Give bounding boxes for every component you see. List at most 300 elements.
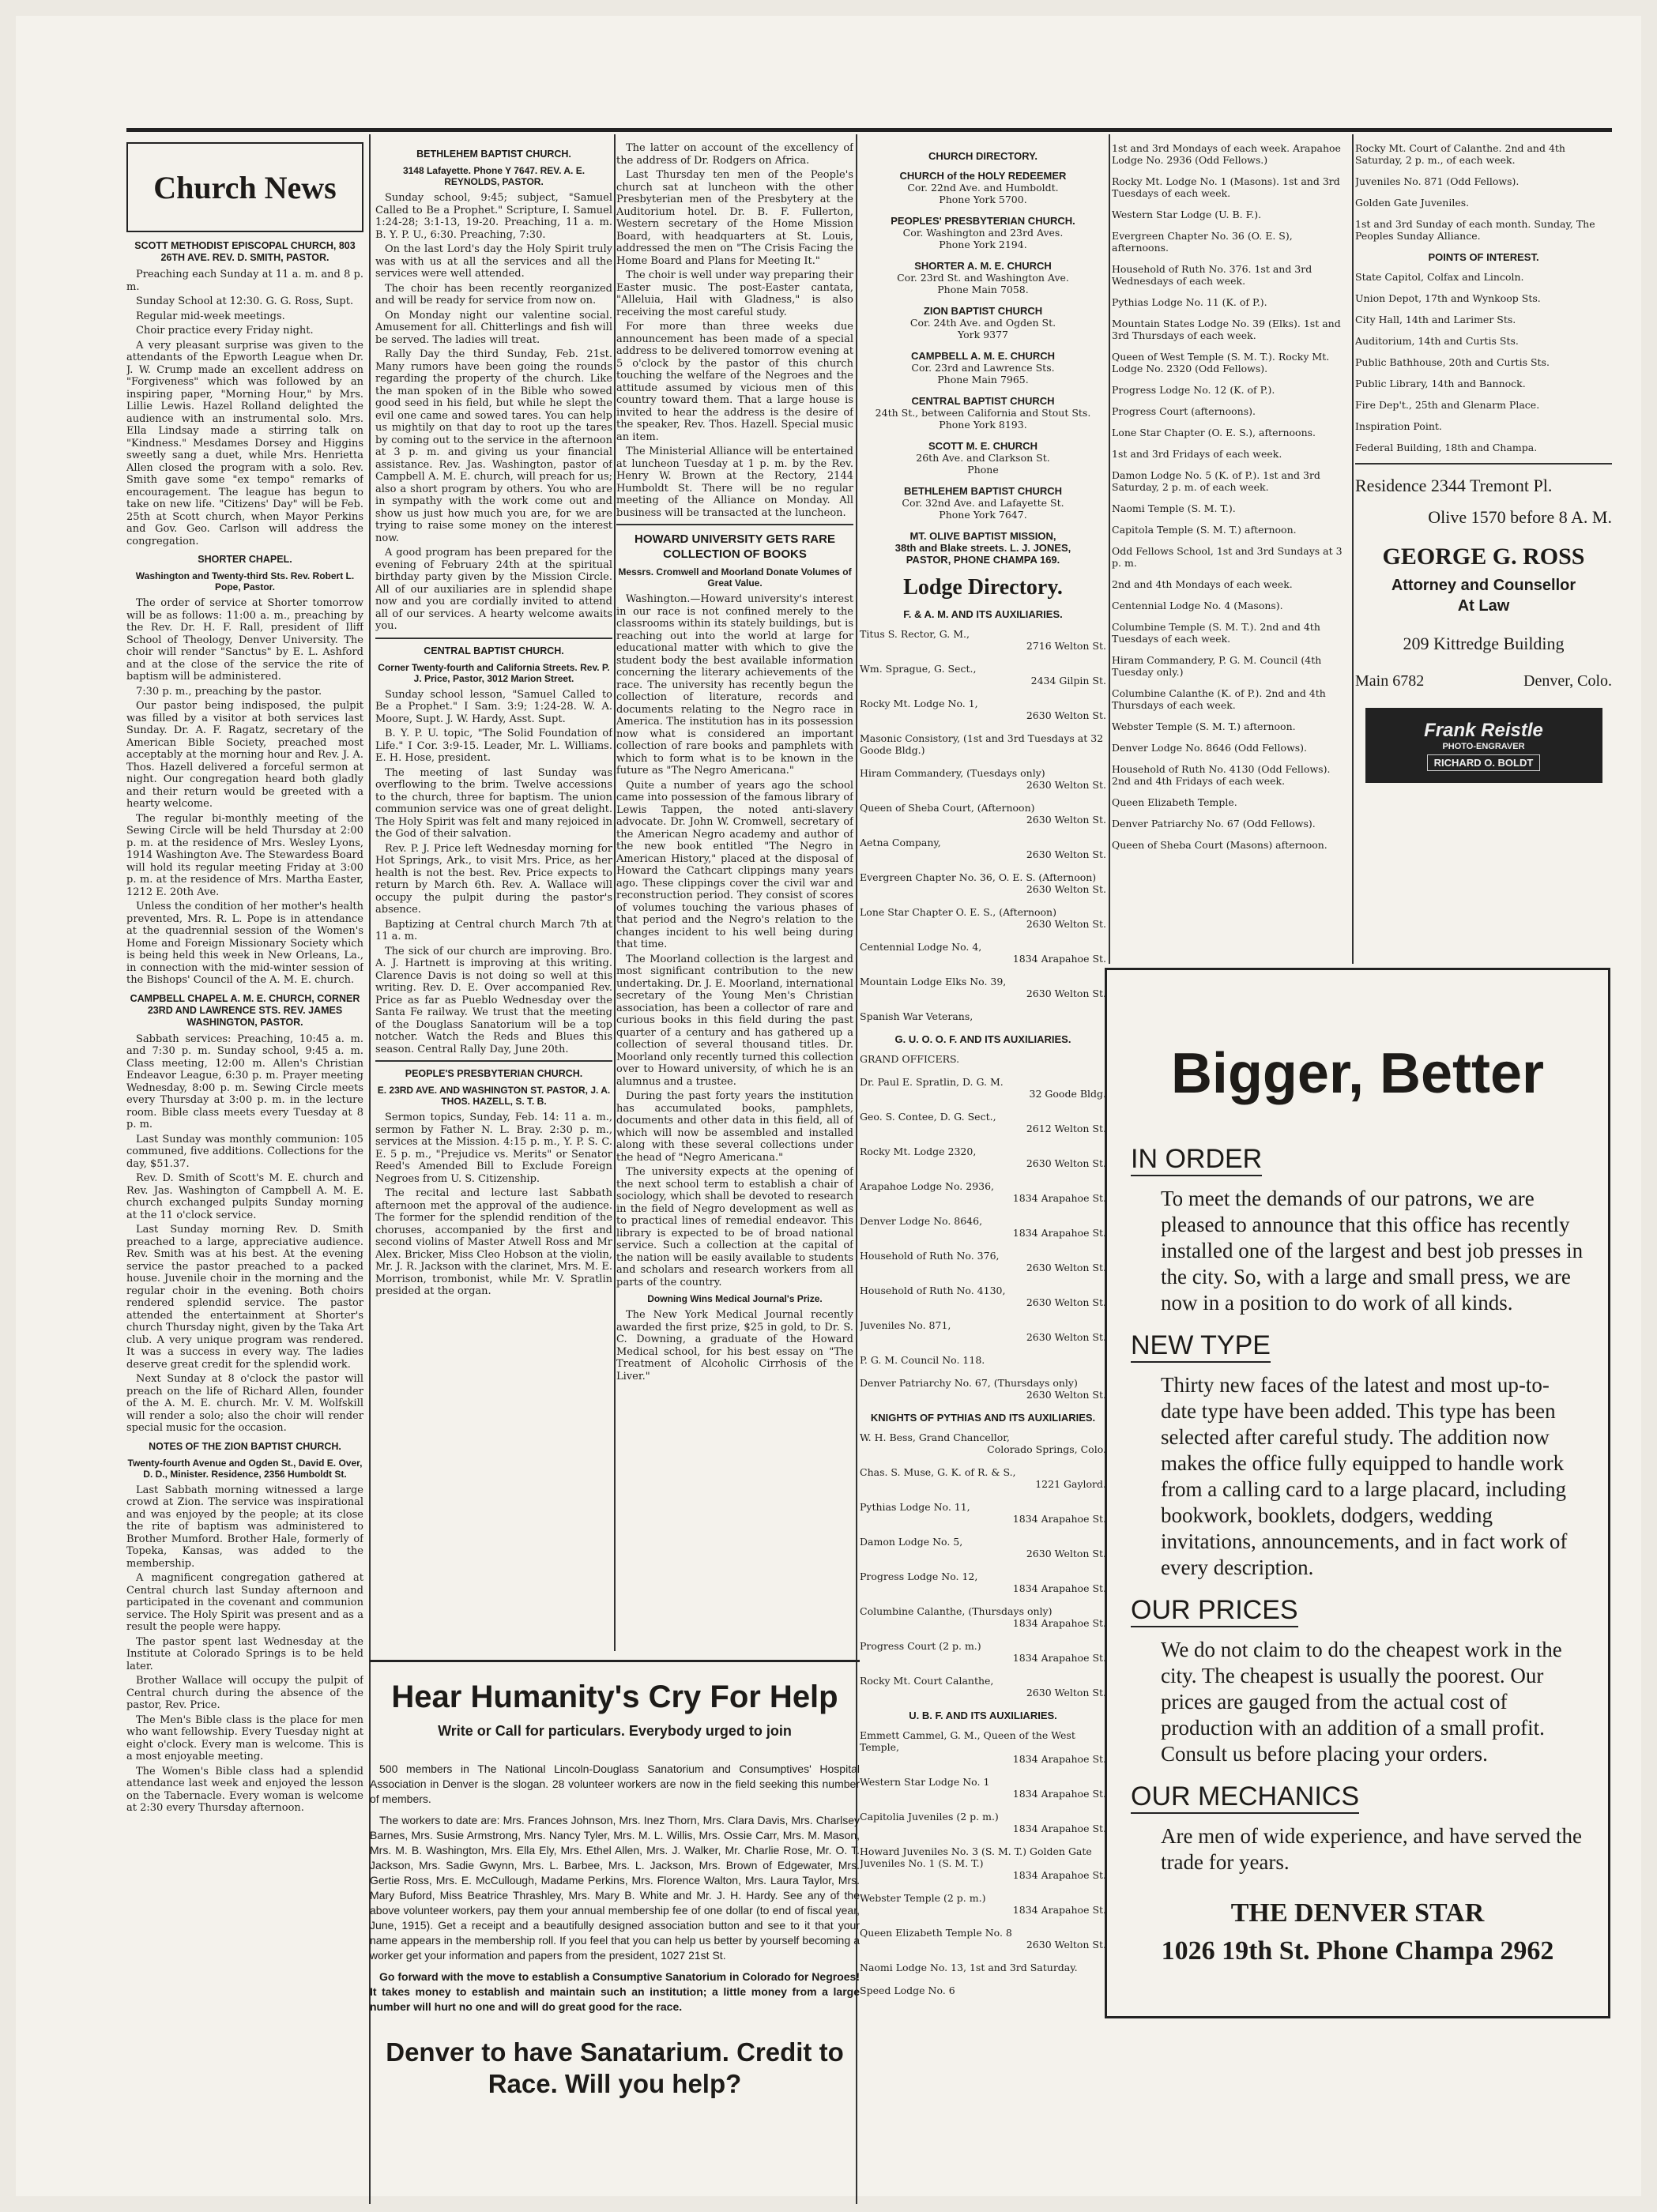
list-item <box>860 1811 1106 1834</box>
lodge-address: 1221 Gaylord. <box>1035 1478 1106 1490</box>
lodge-name: Evergreen Chapter No. 36, O. E. S. (Afternoon) <box>860 871 1097 883</box>
church-address: Cor. 32nd Ave. and Lafayette St. <box>902 497 1064 509</box>
lodge-name: Progress Lodge No. 12, <box>860 1571 978 1582</box>
lodge-name: Queen of Sheba Court, (Afternoon) <box>860 802 1035 814</box>
lodge-name: Emmett Cammel, G. M., Queen of the West Temple, <box>860 1729 1075 1753</box>
church-phone: York 9377 <box>957 329 1009 340</box>
lodge-address: 2434 Gilpin St. <box>1030 675 1106 687</box>
list-item <box>860 170 1106 205</box>
divider <box>375 638 612 639</box>
article-subheading: Downing Wins Medical Journal's Prize. <box>647 1293 823 1304</box>
list-item <box>860 1984 1106 1996</box>
paragraph: The Men's Bible class is the place for men who want fellowship. Every Tuesday night at eight o'clock. Every man is welcome. This is a most enjoyable meeting. <box>126 1714 363 1762</box>
list-item <box>860 1215 1106 1239</box>
paragraph: Unless the condition of her mother's health prevented, Mrs. R. L. Pope is in attendance at the quadrennial session of the Women's Home and Foreign Missionary Society which is being held this week in New Orleans, La., in connection with the mid-winter session of the Bishops' Council of the A. M. E. church. <box>126 901 363 986</box>
lodge-name: Columbine Calanthe, (Thursdays only) <box>860 1605 1053 1617</box>
article-subheading: Washington and Twenty-third Sts. Rev. Robert L. Pope, Pastor. <box>135 570 355 592</box>
church-phone: Phone Main 7965. <box>937 374 1029 386</box>
paragraph: A very pleasant surprise was given to the attendants of the Epworth League when Dr. J. W. Crump made an excellent address on "Forgiveness" which was followed by an inspiring paper, "Morning Hour," by Mrs. Lillie Lewis. Hazel Rolland delighted the audience with an instrumental solo. Mrs. Ella Lindsay made a stirring talk on "Kindness." Mesdames Dorsey and Higgins sweetly sang a duet, while Mrs. Henrietta Allen closed the program with a solo. Rev. Smith gave some "ex tempo" remarks of encouragement. The league has begun to take on new life. "Citizens' Day" will be Feb. 25th at Scott church, when Mayor Perkins and Gov. Geo. Carlson will address the congregation. <box>126 339 363 547</box>
paragraph: The regular bi-monthly meeting of the Sewing Circle will be held Thursday at 2:00 p. m. at the residence of Mrs. Wesley Lyons, 1914 Washington Ave. The Stewardess Board will hold its regular meeting Friday at 3:00 p. m. at the residence of Mrs. Martha Easter, 1212 E. 20th Ave. <box>126 812 363 898</box>
lodge-name: Progress Court (2 p. m.) <box>860 1640 981 1652</box>
list-item <box>860 1431 1106 1455</box>
list-item <box>860 1776 1106 1800</box>
church-directory-title: CHURCH DIRECTORY. <box>928 150 1038 162</box>
list-item: Progress Lodge No. 12 (K. of P.). <box>1112 384 1275 396</box>
list-item: Household of Ruth No. 376. 1st and 3rd Wednesdays of each week. <box>1112 263 1312 287</box>
list-item <box>860 485 1106 521</box>
paragraph: The meeting of last Sunday was overflowing to the brim. Twelve accessions to the church, three for baptism. The union communion service was one of great delight. The Holy Spirit was felt and many rejoiced in the God of their salvation. <box>375 766 612 840</box>
attorney-ad <box>1355 474 1612 692</box>
paragraph: The latter on account of the excellency of the address of Dr. Rodgers on Africa. <box>616 142 853 167</box>
paragraph: For more than three weeks due announcement has been made of a special address to be delivered tomorrow evening at 5 o'clock by the pastor of this church touching the welfare of the Negroes and the attitude assumed by vicious men of this country toward them. That a large house is invited to hear the address is the desire of the speaker, Rev. Thos. Hazell. Special music an item. <box>616 321 853 443</box>
list-item: Lone Star Chapter (O. E. S.), afternoons. <box>1112 427 1316 438</box>
church-address: 38th and Blake streets. L. J. JONES, <box>894 542 1071 554</box>
lodge-address: 2630 Welton St. <box>1026 1389 1106 1401</box>
list-item: Queen Elizabeth Temple. <box>1112 796 1237 808</box>
lodge-address: 1834 Arapahoe St. <box>1012 1513 1106 1525</box>
church-phone: Phone York 5700. <box>939 194 1027 205</box>
paragraph: Preaching each Sunday at 11 a. m. and 8 p. m. <box>126 269 363 293</box>
paragraph: 500 members in The National Lincoln-Douglass Sanatorium and Consumptives' Hospital Association in Denver is the slogan. 28 volunteer workers are now in the field seeking this number of members. <box>370 1762 860 1805</box>
paragraph: The university expects at the opening of the next school term to establish a chair of sociology, which shall be devoted to research in the field of Negro development as well as to practical lines of remedial endeavor. This library is expected to be of broad national service. Such a collection at the capital of the nation will be easily available to students and scholars and research workers from all parts of the country. <box>616 1166 853 1288</box>
paragraph: The order of service at Shorter tomorrow will be as follows: 11:00 a. m., preaching by the Rev. Dr. H. F. Rall, president of Iliff School of Theology, Denver University. The choir will render "Sanctus" by E. L. Ashford and at the close of the service the rite of baptism will be administered. <box>126 597 363 683</box>
campbell-article <box>126 1033 363 1435</box>
points-of-interest <box>1355 271 1612 453</box>
lodge-name: Masonic Consistory, (1st and 3rd Tuesdays at 32 Goode Bldg.) <box>860 732 1104 756</box>
paragraph: The choir is well under way preparing their Easter music. The post-Easter cantata, "Alleluia, Hail with Gladness," is also receiving the most careful study. <box>616 269 853 318</box>
ad-title: Attorney and Counsellor <box>1391 577 1576 594</box>
list-item: Rocky Mt. Court of Calanthe. 2nd and 4th Saturday, 2 p. m., of each week. <box>1355 142 1565 166</box>
ad-subheadline: Write or Call for particulars. Everybody urged to join <box>438 1723 792 1739</box>
ad-name: GEORGE G. ROSS <box>1382 544 1585 570</box>
list-item <box>860 1845 1106 1881</box>
paragraph: Last Thursday ten men of the People's church sat at luncheon with the other Presbyterian men of the Presbytery at the Auditorium hotel. Dr. B. F. Fullerton, Western secretary of the Home Mission Board, with headquarters at St. Louis, addressed the men on "The Crisis Facing the Home Board and Plans for Meeting It." <box>616 169 853 267</box>
lodge-name: Household of Ruth No. 4130, <box>860 1285 1006 1296</box>
church-address: Cor. 24th Ave. and Ogden St. <box>909 317 1056 329</box>
list-item <box>860 530 1106 566</box>
ad-section-heading: OUR PRICES <box>1131 1595 1298 1627</box>
list-item <box>860 628 1106 652</box>
lodge-address: 1834 Arapahoe St. <box>1012 1753 1106 1765</box>
list-item <box>860 1319 1106 1343</box>
list-item: Columbine Calanthe (K. of P.). 2nd and 4th Thursdays of each week. <box>1112 687 1326 711</box>
lodge-address: 1834 Arapahoe St. <box>1012 953 1106 965</box>
list-item <box>860 1501 1106 1525</box>
lodge-name: Damon Lodge No. 5, <box>860 1536 963 1548</box>
shorter-article <box>126 597 363 987</box>
lodge-address: 1834 Arapahoe St. <box>1012 1869 1106 1881</box>
lodge-address: 2612 Welton St. <box>1026 1123 1106 1134</box>
church-name: SHORTER A. M. E. CHURCH <box>914 260 1052 272</box>
church-phone: Phone York 2194. <box>939 239 1027 250</box>
list-item <box>860 1729 1106 1765</box>
lodge-address: 1834 Arapahoe St. <box>1012 1823 1106 1834</box>
list-item: Golden Gate Juveniles. <box>1355 197 1470 209</box>
column-rule <box>614 134 616 1651</box>
paragraph: A good program has been prepared for the evening of February 24th at the spiritual birthday party given by the Mission Circle. All of our auxiliaries are in splendid shape now and you are cordially invited to attend all of our services. A hearty welcome awaits you. <box>375 547 612 632</box>
list-item: Hiram Commandery, P. G. M. Council (4th Tuesday only.) <box>1112 654 1322 678</box>
lodge-directory-title: Lodge Directory. <box>903 575 1063 600</box>
lodge-name: Capitolia Juveniles (2 p. m.) <box>860 1811 999 1823</box>
paragraph: Sunday school, 9:45; subject, "Samuel Called to Be a Prophet." Scripture, I. Samuel 1:24-28; 3:1-13, 19-20. Preaching, 11 a. m. B. Y. P. U., 6:30. Preaching, 7:30. <box>375 192 612 241</box>
list-item: Household of Ruth No. 4130 (Odd Fellows). 2nd and 4th Fridays of each week. <box>1112 763 1331 787</box>
lodge-name: W. H. Bess, Grand Chancellor, <box>860 1431 1010 1443</box>
divider <box>1355 463 1612 465</box>
church-name: SCOTT M. E. CHURCH <box>928 440 1038 452</box>
lodge-name: Centennial Lodge No. 4, <box>860 941 982 953</box>
church-name: MT. OLIVE BAPTIST MISSION, <box>909 530 1056 542</box>
list-item: 1st and 3rd Sunday of each month. Sunday, The Peoples Sunday Alliance. <box>1355 218 1595 242</box>
lodge-address: 1834 Arapahoe St. <box>1012 1617 1106 1629</box>
list-item: Capitola Temple (S. M. T.) afternoon. <box>1112 524 1297 536</box>
list-item <box>860 698 1106 721</box>
lodge-address: 1834 Arapahoe St. <box>1012 1904 1106 1916</box>
paragraph: Our pastor being indisposed, the pulpit was filled by a visitor at both services last Sunday. Dr. A. F. Ragatz, secretary of the American Bible Society, preached most acceptably at the morning hour and Rev. J. A. Thos. Hazell delivered a forceful sermon at night. Our congregation heard both gladly and their return would be greeted with a hearty welcome. <box>126 700 363 810</box>
lodge-address: 32 Goode Bldg. <box>1029 1088 1106 1100</box>
list-item: Public Bathhouse, 20th and Curtis Sts. <box>1355 356 1550 368</box>
column-1 <box>126 142 363 2196</box>
list-item <box>860 976 1106 999</box>
church-address: Cor. 23rd and Lawrence Sts. <box>911 362 1055 374</box>
lodge-name: Lone Star Chapter O. E. S., (Afternoon) <box>860 906 1056 918</box>
list-item <box>860 663 1106 687</box>
article-heading: PEOPLE'S PRESBYTERIAN CHURCH. <box>405 1068 583 1079</box>
column-rule <box>1352 134 1354 964</box>
list-item <box>860 1962 1106 1973</box>
paragraph: Last Sabbath morning witnessed a large crowd at Zion. The service was inspirational and was enjoyed by the people; at its close the rite of baptism was administered to Brother Mumford. Brother Hale, formerly of Topeka, Kansas, was added to the membership. <box>126 1484 363 1570</box>
list-item: Western Star Lodge (U. B. F.). <box>1112 209 1262 220</box>
lodge-address: 2630 Welton St. <box>1026 1548 1106 1559</box>
paragraph: Washington.—Howard university's interest in our race is not confined merely to the classrooms within its stately buildings, but is reaching out into the world at large for educational matter with which to give the student body the best available information concerning the literary achievements of the race. The university has recently begun the collection of literature, records and documents relating to the Negro race in America. The institution has in its possession now what is considered an important collection of rare books and pamphlets with which to form what is to be known in the future as "The Negro Americana." <box>616 593 853 777</box>
ad-main-phone: Main 6782 <box>1355 672 1425 690</box>
list-item <box>860 871 1106 895</box>
lodge-section <box>860 1729 1106 1996</box>
list-item: Queen of Sheba Court (Masons) afternoon. <box>1112 839 1327 851</box>
lodge-name: Dr. Paul E. Spratlin, D. G. M. <box>860 1076 1004 1088</box>
paragraph: A magnificent congregation gathered at Central church last Sunday afternoon and participated in the covenant and communion service. The Holy Spirit was present and as a result the people were happy. <box>126 1572 363 1633</box>
sanatorium-ad <box>370 1655 860 2200</box>
lodge-address: 2630 Welton St. <box>1026 1157 1106 1169</box>
logo-owner: RICHARD O. BOLDT <box>1427 754 1541 771</box>
paragraph: Choir practice every Friday night. <box>136 325 314 337</box>
article-subheading: 3148 Lafayette. Phone Y 7647. REV. A. E. REYNOLDS, PASTOR. <box>402 165 586 187</box>
list-item <box>860 1146 1106 1169</box>
lodge-address: 1834 Arapahoe St. <box>1012 1192 1106 1204</box>
lodge-name: Mountain Lodge Elks No. 39, <box>860 976 1007 988</box>
lodge-address: 1834 Arapahoe St. <box>1012 1788 1106 1800</box>
church-phone: Phone Main 7058. <box>937 284 1029 295</box>
lodge-name: Naomi Lodge No. 13, 1st and 3rd Saturday. <box>860 1962 1078 1973</box>
ad-residence: Residence 2344 Tremont Pl. <box>1355 476 1553 495</box>
list-item: 1st and 3rd Mondays of each week. Arapahoe Lodge No. 2936 (Odd Fellows.) <box>1112 142 1341 166</box>
church-address: 24th St., between California and Stout Sts. <box>875 407 1091 419</box>
lodge-section <box>860 628 1106 1022</box>
ad-section-text: We do not claim to do the cheapest work in the city. The cheapest is usually the poorest. Our prices are gauged from the actual cost of production with an addition of a small profit. Consult us before placing your orders. <box>1161 1638 1562 1766</box>
column-5 <box>1112 142 1349 956</box>
church-name: PEOPLES' PRESBYTERIAN CHURCH. <box>891 215 1075 227</box>
list-item <box>860 1285 1106 1308</box>
ad-section-heading: OUR MECHANICS <box>1131 1781 1359 1814</box>
list-item: Juveniles No. 871 (Odd Fellows). <box>1355 175 1520 187</box>
list-item <box>860 1377 1106 1401</box>
paragraph: Brother Wallace will occupy the pulpit of Central church during the absence of the pastor, Rev. Price. <box>126 1675 363 1711</box>
lodge-address: 2630 Welton St. <box>1026 1262 1106 1273</box>
list-item <box>860 1892 1106 1916</box>
list-item: Queen of West Temple (S. M. T.). Rocky Mt. Lodge No. 2320 (Odd Fellows). <box>1112 351 1330 374</box>
divider <box>370 1660 860 1662</box>
church-address: Cor. 22nd Ave. and Humboldt. <box>907 182 1059 194</box>
newspaper-page <box>16 16 1641 2196</box>
list-item: Pythias Lodge No. 11 (K. of P.). <box>1112 296 1267 308</box>
paragraph: During the past forty years the institution has accumulated books, pamphlets, documents and other data in this field, all of which will now be assembled and installed along with these several collections under the head of "Negro Americana." <box>616 1090 853 1164</box>
paragraph: The pastor spent last Wednesday at the Institute at Colorado Springs is to be held later. <box>126 1635 363 1672</box>
section-heading: KNIGHTS OF PYTHIAS AND ITS AUXILIARIES. <box>870 1412 1096 1424</box>
list-item <box>860 215 1106 250</box>
lodge-address: 2630 Welton St. <box>1026 1687 1106 1698</box>
church-address: Cor. 23rd St. and Washington Ave. <box>897 272 1069 284</box>
divider <box>375 1060 612 1062</box>
paragraph: Rally Day the third Sunday, Feb. 21st. Many rumors have been going the rounds regarding the property of the church. Like the man spoken of in the Bible who sowed good seed in his field, but while he slept the evil one came and sowed tares. You can help us mightily on that day to root up the tares by coming out to the service in the afternoon at 3 p. m. and giving us your financial assistance. Rev. Jas. Washington, pastor of Campbell A. M. E. church, will preach for us; also a short program by others. You who are in sympathy with the work come out and show us just how much you are, for we are trying to raise some money on the interest now. <box>375 348 612 544</box>
article-subheading: Twenty-fourth Avenue and Ogden St., David E. Over, D. D., Minister. Residence, 2356 Humboldt St. <box>127 1457 363 1480</box>
paragraph: B. Y. P. U. topic, "The Solid Foundation of Life." I Cor. 3:9-15. Leader, Mr. L. Williams. E. H. Hose, president. <box>375 728 612 764</box>
lodge-name: Aetna Company, <box>860 837 941 848</box>
lodge-address: 2630 Welton St. <box>1026 779 1106 791</box>
list-item <box>860 1250 1106 1273</box>
article-heading: BETHLEHEM BAPTIST CHURCH. <box>416 149 571 160</box>
paragraph: The Ministerial Alliance will be entertained at luncheon Tuesday at 1 p. m. by the Rev. Henry W. Brown at the Rectory, 2144 Humboldt St. There will be no regular meeting of the Alliance on Monday. All business will be transacted at the luncheon. <box>616 446 853 519</box>
lodge-address: 2630 Welton St. <box>1026 883 1106 895</box>
top-rule <box>126 128 1612 132</box>
article-heading: HOWARD UNIVERSITY GETS RARE COLLECTION OF BOOKS <box>635 532 835 561</box>
church-phone: Phone <box>967 464 999 476</box>
divider <box>616 524 853 525</box>
list-item <box>860 1180 1106 1204</box>
lodge-name: Wm. Sprague, G. Sect., <box>860 663 977 675</box>
ad-phone: Olive 1570 before 8 A. M. <box>1428 507 1612 527</box>
church-name: CAMPBELL A. M. E. CHURCH <box>911 350 1055 362</box>
list-item: Fire Dep't., 25th and Glenarm Place. <box>1355 399 1540 411</box>
scott-article <box>126 269 363 547</box>
list-item: Union Depot, 17th and Wynkoop Sts. <box>1355 292 1541 304</box>
lodge-section <box>860 1431 1106 1698</box>
list-item: 1st and 3rd Fridays of each week. <box>1112 448 1282 460</box>
ad-building: 209 Kittredge Building <box>1403 634 1565 653</box>
paragraph: Quite a number of years ago the school came into possession of the famous library of Lewis Tappen, the noted anti-slavery advocate. Dr. John W. Cromwell, secretary of the American Negro academy and author of the new book entitled "The Negro in American History," placed at the disposal of Howard the Cathcart clippings many years ago. These clippings cover the civil war and reconstruction period. They consist of scores of volumes touching the various phases of that period and the Negro's relation to the changes incident to his well being during that time. <box>616 779 853 950</box>
list-item <box>860 1053 1106 1065</box>
list-item <box>860 1076 1106 1100</box>
paragraph: Regular mid-week meetings. <box>136 310 285 322</box>
lodge-address: 2630 Welton St. <box>1026 814 1106 826</box>
list-item: Damon Lodge No. 5 (K. of P.). 1st and 3rd Saturday, 2 p. m. of each week. <box>1112 469 1320 493</box>
list-item <box>860 1675 1106 1698</box>
central-article <box>375 689 612 1056</box>
list-item <box>860 1536 1106 1559</box>
paragraph: The New York Medical Journal recently awarded the first prize, $25 in gold, to Dr. S. C. Downing, a graduate of the Howard Medical school, for his best essay on "The Treatment of Alcoholic Cirrhosis of the Liver." <box>616 1309 853 1382</box>
lodge-name: Pythias Lodge No. 11, <box>860 1501 970 1513</box>
list-item <box>860 1605 1106 1629</box>
lodge-address: 2630 Welton St. <box>1026 709 1106 721</box>
list-item <box>860 350 1106 386</box>
article-subheading: E. 23RD AVE. AND WASHINGTON ST. PASTOR, J. A. THOS. HAZELL, S. T. B. <box>377 1085 611 1107</box>
lodge-address: 2630 Welton St. <box>1026 1939 1106 1951</box>
ad-title: At Law <box>1457 597 1510 615</box>
list-item: Mountain States Lodge No. 39 (Elks). 1st and 3rd Thursdays of each week. <box>1112 318 1341 341</box>
paragraph: Last Sunday was monthly communion: 105 communed, five additions. Collections for the day, $51.37. <box>126 1133 363 1170</box>
church-phone: PASTOR, PHONE CHAMPA 169. <box>906 554 1060 566</box>
list-item: City Hall, 14th and Larimer Sts. <box>1355 314 1516 325</box>
list-item: Denver Lodge No. 8646 (Odd Fellows). <box>1112 742 1308 754</box>
logo-name: Frank Reistle <box>1424 720 1543 741</box>
list-item <box>860 906 1106 930</box>
lodge-name: Arapahoe Lodge No. 2936, <box>860 1180 995 1192</box>
list-item <box>860 837 1106 860</box>
paragraph: Sunday school lesson, "Samuel Called to Be a Prophet." I Sam. 3:9; 1:24-28. W. A. Moore, Supt. J. W. Hardy, Asst. Supt. <box>375 688 612 725</box>
lodge-name: Titus S. Rector, G. M., <box>860 628 970 640</box>
church-name: BETHLEHEM BAPTIST CHURCH <box>903 485 1063 497</box>
ad-section-text: To meet the demands of our patrons, we are pleased to announce that this office has recently installed one of the largest and best job presses in the city. So, with a large and small press, we are now in a position to do work of all kinds. <box>1161 1187 1584 1315</box>
list-item <box>860 305 1106 340</box>
paragraph: 7:30 p. m., preaching by the pastor. <box>136 685 322 698</box>
column-2 <box>375 142 612 1643</box>
list-item: Centennial Lodge No. 4 (Masons). <box>1112 600 1283 611</box>
church-directory <box>860 170 1106 566</box>
section-heading: G. U. O. O. F. AND ITS AUXILIARIES. <box>894 1033 1071 1045</box>
article-heading: NOTES OF THE ZION BAPTIST CHURCH. <box>149 1440 341 1452</box>
list-item: Progress Court (afternoons). <box>1112 405 1256 417</box>
list-item <box>860 732 1106 756</box>
article-subheading: Messrs. Cromwell and Moorland Donate Volumes of Great Value. <box>618 566 852 589</box>
list-item <box>860 1466 1106 1490</box>
list-item: Odd Fellows School, 1st and 3rd Sundays at 3 p. m. <box>1112 545 1343 569</box>
list-item <box>860 1354 1106 1366</box>
lodge-name: Denver Lodge No. 8646, <box>860 1215 983 1227</box>
lodge-name: Household of Ruth No. 376, <box>860 1250 1000 1262</box>
church-phone: Phone York 8193. <box>939 419 1027 431</box>
article-heading: SHORTER CHAPEL. <box>198 554 292 565</box>
lodge-address: 1834 Arapahoe St. <box>1012 1582 1106 1594</box>
points-of-interest-title: POINTS OF INTEREST. <box>1428 251 1539 263</box>
column-6 <box>1355 142 1612 956</box>
list-item: Evergreen Chapter No. 36 (O. E. S), afternoons. <box>1112 230 1293 254</box>
ad-publisher: THE DENVER STAR <box>1230 1898 1485 1928</box>
lodge-address: 2630 Welton St. <box>1026 988 1106 999</box>
lodge-address: 1834 Arapahoe St. <box>1012 1652 1106 1664</box>
ad-publisher-address: 1026 19th St. Phone Champa 2962 <box>1161 1936 1554 1966</box>
meeting-schedule <box>1355 142 1612 242</box>
lodge-name: Juveniles No. 871, <box>860 1319 951 1331</box>
lodge-name: Rocky Mt. Court Calanthe, <box>860 1675 994 1687</box>
list-item: Rocky Mt. Lodge No. 1 (Masons). 1st and 3rd Tuesdays of each week. <box>1112 175 1340 199</box>
lodge-name: Chas. S. Muse, G. K. of R. & S., <box>860 1466 1016 1478</box>
meeting-schedule <box>1112 142 1349 851</box>
paragraph: Last Sunday morning Rev. D. Smith preached to a large, appreciative audience. Rev. Smith was at his best. At the evening service the pastor preached to a packed house. Juvenile choir in the morning and the regular choir in the evening. Both choirs rendered splendid service. The pastor attended the entertainment at Shorter's church Thursday night, given by the Taka Art club. A very unique program was rendered. It was a success in every way. The ladies deserve great credit for the splendid work. <box>126 1224 363 1371</box>
paragraph: On the last Lord's day the Holy Spirit truly was with us at all the services and all the services were well attended. <box>375 243 612 280</box>
list-item: Inspiration Point. <box>1355 420 1442 432</box>
peoples-continued <box>616 142 853 519</box>
howard-article <box>616 593 853 1382</box>
lodge-name: P. G. M. Council No. 118. <box>860 1354 985 1366</box>
lodge-name: Spanish War Veterans, <box>860 1010 973 1022</box>
church-phone: Phone York 7647. <box>939 509 1027 521</box>
engraver-logo <box>1365 708 1602 783</box>
lodge-address: 2630 Welton St. <box>1026 1296 1106 1308</box>
print-shop-ad <box>1105 968 1610 2018</box>
column-4 <box>860 142 1106 2196</box>
paragraph: On Monday night our valentine social. Amusement for all. Chitterlings and fish will be served. The ladies will treat. <box>375 309 612 346</box>
list-item <box>860 395 1106 431</box>
lodge-name: Queen Elizabeth Temple No. 8 <box>860 1927 1012 1939</box>
column-3 <box>616 142 853 1643</box>
list-item: Public Library, 14th and Bannock. <box>1355 378 1526 389</box>
list-item: Federal Building, 18th and Champa. <box>1355 442 1538 453</box>
ad-headline: Bigger, Better <box>1170 1042 1545 1105</box>
paragraph: Rev. D. Smith of Scott's M. E. church and Rev. Jas. Washington of Campbell A. M. E. church exchanged pulpits Sunday morning at the 11 o'clock service. <box>126 1172 363 1221</box>
peoples-article <box>375 1112 612 1298</box>
list-item: State Capitol, Colfax and Lincoln. <box>1355 271 1524 283</box>
ad-headline: Hear Humanity's Cry For Help <box>391 1680 838 1714</box>
article-heading: CAMPBELL CHAPEL A. M. E. CHURCH, CORNER 23RD AND LAWRENCE STS. REV. JAMES WASHINGTON, PASTOR. <box>130 992 360 1028</box>
ad-section-heading: IN ORDER <box>1131 1144 1262 1176</box>
paragraph: Rev. P. J. Price left Wednesday morning for Hot Springs, Ark., to visit Mrs. Price, as her health is not the best. Rev. Price expects to return by March 6th. Rev. A. Wallace will occupy the pulpit during the pastor's absence. <box>375 842 612 916</box>
article-heading: CENTRAL BAPTIST CHURCH. <box>424 645 564 656</box>
church-address: 26th Ave. and Clarkson St. <box>916 452 1050 464</box>
ad-section-text: Are men of wide experience, and have served the trade for years. <box>1161 1824 1582 1874</box>
list-item <box>860 1571 1106 1594</box>
list-item <box>860 440 1106 476</box>
lodge-address: 2630 Welton St. <box>1026 1331 1106 1343</box>
church-name: CENTRAL BAPTIST CHURCH <box>911 395 1055 407</box>
list-item <box>860 767 1106 791</box>
section-heading: F. & A. M. AND ITS AUXILIARIES. <box>903 608 1063 620</box>
section-heading: U. B. F. AND ITS AUXILIARIES. <box>909 1710 1057 1721</box>
list-item <box>860 1927 1106 1951</box>
church-name: ZION BAPTIST CHURCH <box>923 305 1043 317</box>
lodge-address: 2630 Welton St. <box>1026 848 1106 860</box>
list-item <box>860 1010 1106 1022</box>
ad-section-text: Thirty new faces of the latest and most up-to-date type have been added. This type has been selected after careful study. The addition now makes the office fully equipped to handle work from a calling card to a large placard, including bookwork, booklets, dodgers, wedding invitations, announcements, and in fact work of every description. <box>1161 1373 1568 1579</box>
lodge-address: 1834 Arapahoe St. <box>1012 1227 1106 1239</box>
paragraph: Go forward with the move to establish a Consumptive Sanatorium in Colorado for Negroes! It takes money to establish and maintain such an institution; a little money from a large number will hurt no one and will do great good for the race. <box>370 1970 860 2013</box>
paragraph: The sick of our church are improving. Bro. A. J. Hartnett is improving at this writing. Clarence Davis is not doing so well at this writing. Rev. D. E. Over accompanied Rev. Price as far as Pueblo Wednesday over the Santa Fe railway. We trust that the meeting of the Douglass Sanatorium will be a top notcher. Watch the Reds and Blues this season. Central Rally Day, June 20th. <box>375 945 612 1055</box>
zion-article <box>126 1484 363 1815</box>
lodge-section <box>860 1053 1106 1401</box>
lodge-name: Rocky Mt. Lodge No. 1, <box>860 698 978 709</box>
list-item: Denver Patriarchy No. 67 (Odd Fellows). <box>1112 818 1316 830</box>
lodge-name: Hiram Commandery, (Tuesdays only) <box>860 767 1045 779</box>
paragraph: The choir has been recently reorganized and will be ready for service from now on. <box>375 282 612 307</box>
column-rule <box>1109 134 1110 964</box>
ad-contact <box>1355 670 1612 692</box>
paragraph: Next Sunday at 8 o'clock the pastor will preach on the life of Richard Allen, founder of the A. M. E. church. Mr. V. M. Wolfskill will render a solo; also the choir will render special music for the occasion. <box>126 1373 363 1434</box>
paragraph: Baptizing at Central church March 7th at 11 a. m. <box>375 918 612 942</box>
paragraph: Sunday School at 12:30. G. G. Ross, Supt. <box>136 295 354 307</box>
lodge-address: 2630 Welton St. <box>1026 918 1106 930</box>
paragraph: The recital and lecture last Sabbath afternoon met the approval of the audience. The former for the splendid rendition of the choruses, accompanied by the first and second violins of Master Atwell Ross and Mr Alex. Bricker, Miss Cleo Hobson at the violin, Mr. J. R. Jackson with the clarinet, Mrs. M. E. Morrison, trombonist, while Mr. V. Spratlin presided at the organ. <box>375 1187 612 1297</box>
list-item <box>860 1640 1106 1664</box>
list-item: Columbine Temple (S. M. T.). 2nd and 4th Tuesdays of each week. <box>1112 621 1320 645</box>
church-name: CHURCH of the HOLY REDEEMER <box>899 170 1067 182</box>
lodge-name: GRAND OFFICERS. <box>860 1053 960 1065</box>
logo-tagline: PHOTO-ENGRAVER <box>1442 742 1525 751</box>
lodge-name: Speed Lodge No. 6 <box>860 1984 955 1996</box>
paragraph: The Moorland collection is the largest and most significant contribution to the new undertaking. Dr. J. E. Moorland, international secretary of the Young Men's Christian association, has been a collector of rare and curious books in this field during the past quarter of a century and has gathered up a collection of several thousand titles. Dr. Moorland only recently turned this collection over to Howard university, of which he is an alumnus and a trustee. <box>616 953 853 1088</box>
ad-footer: Denver to have Sanatarium. Credit to Race. Will you help? <box>386 2037 844 2098</box>
list-item: Auditorium, 14th and Curtis Sts. <box>1355 335 1519 347</box>
list-item <box>860 802 1106 826</box>
list-item <box>860 260 1106 295</box>
ad-city: Denver, Colo. <box>1523 672 1612 690</box>
list-item <box>860 941 1106 965</box>
